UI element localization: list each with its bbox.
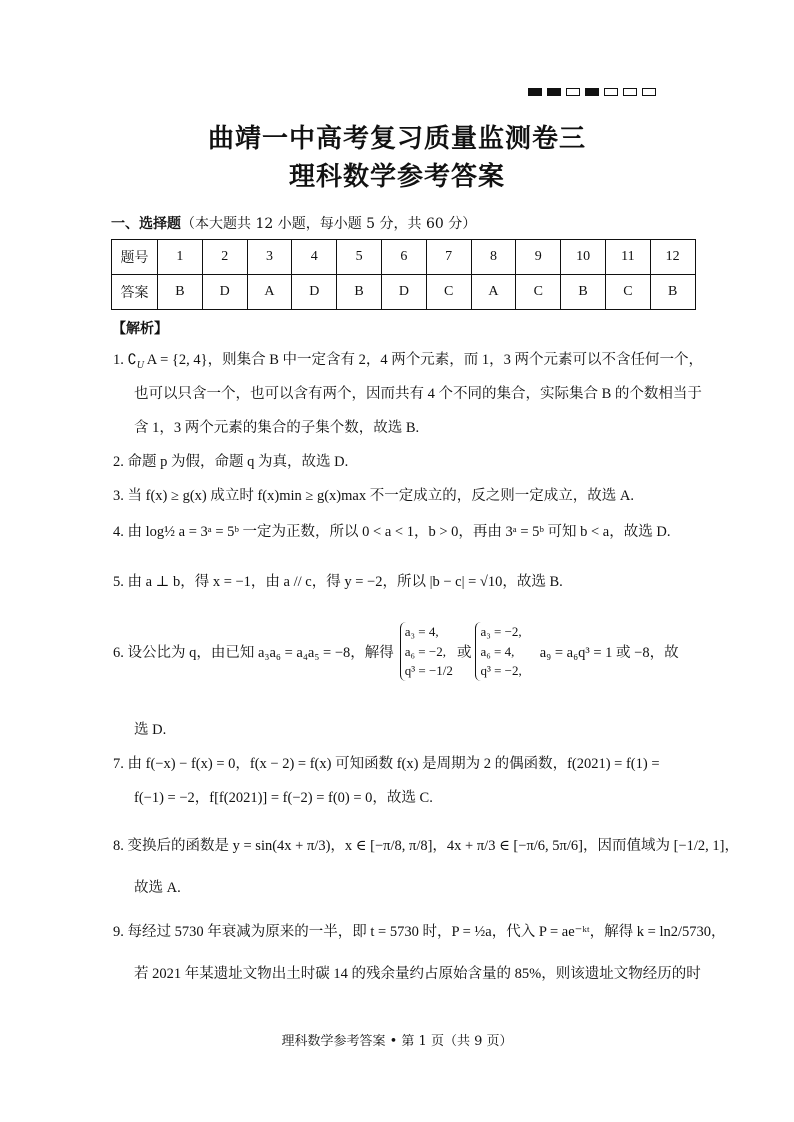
table-cell: C (426, 275, 471, 310)
row-label-answer: 答案 (112, 275, 158, 310)
q6-eq: a₆ = 4, (480, 643, 515, 659)
table-cell: D (202, 275, 247, 310)
table-cell: 11 (605, 240, 650, 275)
q4-line: 4. 由 log½ a = 3ᵃ = 5ᵇ 一定为正数，所以 0 < a < 1，b > 0，再由 3ᵃ = 5ᵇ 可知 b < a，故选 D. (113, 524, 671, 540)
section-note: （本大题共 12 小题，每小题 5 分，共 60 分） (181, 216, 477, 232)
q7-line2: f(−1) = −2，f[f(2021)] = f(−2) = f(0) = 0，故选 C. (134, 790, 433, 806)
q8-line2: 故选 A. (134, 880, 181, 896)
mark-1 (528, 88, 542, 96)
table-cell: C (605, 275, 650, 310)
q6-system-2 (475, 622, 521, 681)
q2-line: 2. 命题 p 为假，命题 q 为真，故选 D. (113, 454, 349, 470)
table-cell: B (650, 275, 695, 310)
q6-eq: a₆ = −2, (404, 643, 446, 659)
q6-line2: 选 D. (134, 722, 167, 738)
answer-table (111, 239, 696, 310)
table-cell: B (158, 275, 203, 310)
q5-line: 5. 由 a ⊥ b，得 x = −1，由 a // c，得 y = −2，所以 |b − c| = √10，故选 B. (113, 574, 563, 590)
q1-line1: 1. $∁_U$ A = {2, 4}，则集合 B 中一定含有 2，4 两个元素，而 1，3 两个元素可以不含任何一个， (113, 352, 703, 371)
section-title: 一、选择题 (111, 216, 181, 232)
q6-line1 (113, 622, 679, 681)
page-footer: 理科数学参考答案 • 第 1 页（共 9 页） (281, 1034, 513, 1049)
q9-line1: 9. 每经过 5730 年衰减为原来的一半，即 t = 5730 时，P = ½a，代入 P = ae⁻ᵏᵗ，解得 k = ln2/5730， (113, 924, 726, 940)
page-title: 曲靖一中高考复习质量监测卷三 (207, 124, 586, 154)
table-cell: 4 (292, 240, 337, 275)
table-cell: 7 (426, 240, 471, 275)
mark-3 (566, 88, 580, 96)
analysis-label: 【解析】 (112, 321, 168, 337)
mark-2 (547, 88, 561, 96)
row-label-number: 题号 (112, 240, 158, 275)
table-row-answers (112, 275, 696, 310)
q6-result: a₉ = a₆q³ = 1 或 −8，故 (539, 644, 679, 661)
table-cell: C (516, 275, 561, 310)
page-subtitle: 理科数学参考答案 (288, 162, 505, 192)
table-cell: 10 (561, 240, 606, 275)
table-cell: B (337, 275, 382, 310)
table-cell: B (561, 275, 606, 310)
q1-line2: 也可以只含一个，也可以含有两个，因而共有 4 个不同的集合，实际集合 B 的个数相当于 (134, 386, 702, 402)
table-cell: 6 (381, 240, 426, 275)
table-cell: 12 (650, 240, 695, 275)
q1-complement: 1. ∁ (113, 352, 137, 368)
mark-5 (604, 88, 618, 96)
q9-line2: 若 2021 年某遗址文物出土时碳 14 的残余量约占原始含量的 85%，则该遗址文物经历的时 (134, 966, 701, 982)
q3-line: 3. 当 f(x) ≥ g(x) 成立时 f(x)min ≥ g(x)max 不一定成立的，反之则一定成立，故选 A. (113, 488, 634, 504)
q6-eq: q³ = −2, (480, 663, 522, 678)
table-cell: D (292, 275, 337, 310)
header-marks (528, 88, 656, 96)
table-cell: 9 (516, 240, 561, 275)
table-cell: 3 (247, 240, 292, 275)
q6-eq: q³ = −1/2 (404, 663, 453, 678)
table-cell: D (381, 275, 426, 310)
q6-system-1 (400, 622, 453, 681)
table-cell: 8 (471, 240, 516, 275)
q1-line3: 含 1，3 两个元素的集合的子集个数，故选 B. (134, 420, 420, 436)
table-cell: 5 (337, 240, 382, 275)
table-cell: 1 (158, 240, 203, 275)
q1-text: A = {2, 4}，则集合 B 中一定含有 2，4 两个元素，而 1，3 两个元素可以不含任何一个， (146, 352, 703, 368)
table-cell: 2 (202, 240, 247, 275)
q6-text: 6. 设公比为 q，由已知 a₃a₆ = a₄a₅ = −8，解得 (113, 644, 394, 661)
table-cell: A (471, 275, 516, 310)
q6-eq: a₃ = 4, (404, 624, 439, 639)
mark-6 (623, 88, 637, 96)
mark-7 (642, 88, 656, 96)
q7-line1: 7. 由 f(−x) − f(x) = 0，f(x − 2) = f(x) 可知函数 f(x) 是周期为 2 的偶函数，f(2021) = f(1) = (113, 756, 660, 772)
table-row-numbers (112, 240, 696, 275)
table-cell: A (247, 275, 292, 310)
mark-4 (585, 88, 599, 96)
q6-or: 或 (456, 644, 472, 661)
section-heading (111, 213, 476, 233)
q8-line1: 8. 变换后的函数是 y = sin(4x + π/3)，x ∈ [−π/8, π/8]，4x + π/3 ∈ [−π/6, 5π/6]，因而值域为 [−1/2, 1]， (113, 838, 739, 854)
q6-eq: a₃ = −2, (480, 624, 522, 639)
